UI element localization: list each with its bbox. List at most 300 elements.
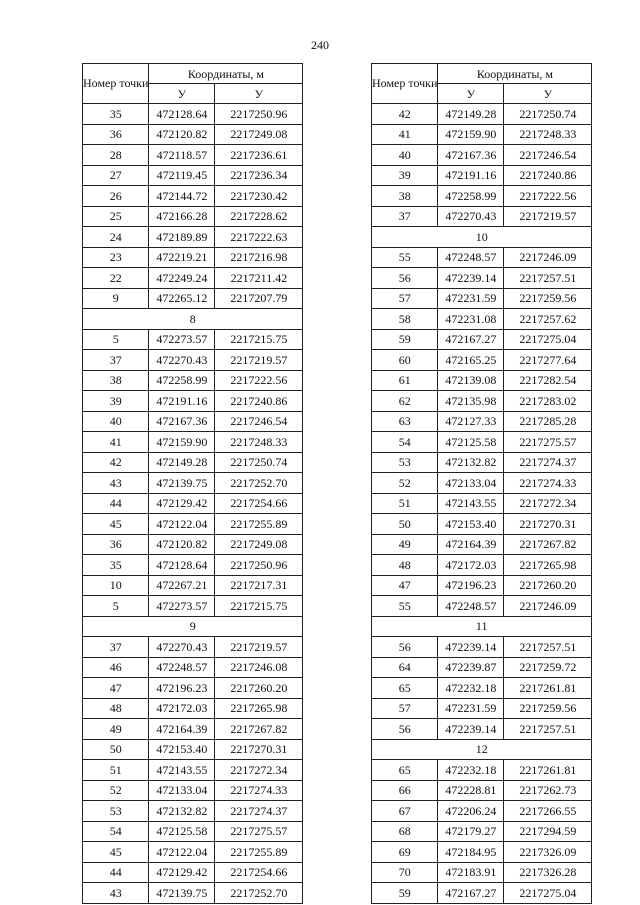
- table-row: [372, 329, 592, 350]
- table-row: [372, 350, 592, 371]
- point-number-cell: 43: [83, 883, 149, 904]
- table-row: [372, 555, 592, 576]
- table-row: [372, 104, 592, 125]
- y-coordinate-cell: 2217274.33: [215, 780, 303, 801]
- x-coordinate-cell: 472153.40: [149, 739, 215, 760]
- point-number-cell: 27: [83, 165, 149, 186]
- x-coordinate-cell: 472139.75: [149, 883, 215, 904]
- y-coordinate-cell: 2217257.51: [504, 719, 592, 740]
- table-row: [83, 329, 303, 350]
- table-row: [83, 493, 303, 514]
- y-coordinate-cell: 2217257.62: [504, 309, 592, 330]
- section-label: 11: [372, 616, 592, 637]
- y-coordinate-cell: 2217246.54: [504, 145, 592, 166]
- x-coordinate-cell: 472239.14: [438, 268, 504, 289]
- x-coordinate-cell: 472149.28: [438, 104, 504, 125]
- table-row: [372, 780, 592, 801]
- x-coordinate-cell: 472133.04: [149, 780, 215, 801]
- point-number-cell: 44: [83, 862, 149, 883]
- point-number-cell: 50: [83, 739, 149, 760]
- x-coordinate-cell: 472128.64: [149, 555, 215, 576]
- table-row: [83, 370, 303, 391]
- x-coordinate-cell: 472231.08: [438, 309, 504, 330]
- x-coordinate-cell: 472167.27: [438, 329, 504, 350]
- point-number-cell: 37: [83, 637, 149, 658]
- table-row: [83, 206, 303, 227]
- section-row: [372, 739, 592, 760]
- y-coordinate-cell: 2217274.37: [504, 452, 592, 473]
- table-row: [83, 760, 303, 781]
- table-row: [83, 227, 303, 248]
- x-coordinate-cell: 472159.90: [438, 124, 504, 145]
- section-row: [83, 309, 303, 330]
- x-coordinate-cell: 472143.55: [438, 493, 504, 514]
- y-coordinate-cell: 2217283.02: [504, 391, 592, 412]
- y-coordinate-cell: 2217261.81: [504, 760, 592, 781]
- point-number-cell: 64: [372, 657, 438, 678]
- y-coordinate-cell: 2217266.55: [504, 801, 592, 822]
- x-coordinate-cell: 472232.18: [438, 678, 504, 699]
- y-coordinate-cell: 2217262.73: [504, 780, 592, 801]
- table-row: [372, 452, 592, 473]
- table-row: [372, 719, 592, 740]
- y-coordinate-cell: 2217275.57: [504, 432, 592, 453]
- point-number-cell: 48: [372, 555, 438, 576]
- point-number-cell: 51: [83, 760, 149, 781]
- header-y: У: [504, 84, 592, 104]
- y-coordinate-cell: 2217272.34: [215, 760, 303, 781]
- point-number-cell: 25: [83, 206, 149, 227]
- y-coordinate-cell: 2217259.56: [504, 698, 592, 719]
- header-coordinates: Координаты, м: [438, 64, 592, 84]
- table-row: [83, 145, 303, 166]
- point-number-cell: 38: [372, 186, 438, 207]
- x-coordinate-cell: 472127.33: [438, 411, 504, 432]
- y-coordinate-cell: 2217215.75: [215, 596, 303, 617]
- y-coordinate-cell: 2217259.72: [504, 657, 592, 678]
- x-coordinate-cell: 472132.82: [149, 801, 215, 822]
- point-number-cell: 65: [372, 760, 438, 781]
- table-row: [372, 247, 592, 268]
- x-coordinate-cell: 472167.27: [438, 883, 504, 904]
- table-row: [372, 760, 592, 781]
- y-coordinate-cell: 2217261.81: [504, 678, 592, 699]
- point-number-cell: 58: [372, 309, 438, 330]
- point-number-cell: 36: [83, 124, 149, 145]
- y-coordinate-cell: 2217274.33: [504, 473, 592, 494]
- x-coordinate-cell: 472231.59: [438, 288, 504, 309]
- point-number-cell: 55: [372, 596, 438, 617]
- y-coordinate-cell: 2217326.09: [504, 842, 592, 863]
- table-row: [83, 391, 303, 412]
- point-number-cell: 40: [83, 411, 149, 432]
- y-coordinate-cell: 2217222.56: [504, 186, 592, 207]
- section-row: [372, 616, 592, 637]
- x-coordinate-cell: 472258.99: [438, 186, 504, 207]
- point-number-cell: 54: [372, 432, 438, 453]
- y-coordinate-cell: 2217257.51: [504, 637, 592, 658]
- x-coordinate-cell: 472118.57: [149, 145, 215, 166]
- point-number-cell: 47: [372, 575, 438, 596]
- x-coordinate-cell: 472172.03: [149, 698, 215, 719]
- y-coordinate-cell: 2217265.98: [504, 555, 592, 576]
- point-number-cell: 5: [83, 596, 149, 617]
- table-row: [372, 657, 592, 678]
- table-row: [83, 842, 303, 863]
- x-coordinate-cell: 472248.57: [438, 596, 504, 617]
- table-row: [83, 452, 303, 473]
- y-coordinate-cell: 2217252.70: [215, 473, 303, 494]
- point-number-cell: 45: [83, 842, 149, 863]
- y-coordinate-cell: 2217267.82: [215, 719, 303, 740]
- table-row: [83, 350, 303, 371]
- y-coordinate-cell: 2217222.63: [215, 227, 303, 248]
- y-coordinate-cell: 2217240.86: [504, 165, 592, 186]
- point-number-cell: 36: [83, 534, 149, 555]
- table-row: [83, 555, 303, 576]
- point-number-cell: 47: [83, 678, 149, 699]
- point-number-cell: 67: [372, 801, 438, 822]
- x-coordinate-cell: 472239.14: [438, 637, 504, 658]
- x-coordinate-cell: 472232.18: [438, 760, 504, 781]
- header-point-number: Номер точки: [83, 64, 149, 104]
- point-number-cell: 10: [83, 575, 149, 596]
- point-number-cell: 66: [372, 780, 438, 801]
- y-coordinate-cell: 2217236.61: [215, 145, 303, 166]
- y-coordinate-cell: 2217257.51: [504, 268, 592, 289]
- x-coordinate-cell: 472219.21: [149, 247, 215, 268]
- x-coordinate-cell: 472273.57: [149, 596, 215, 617]
- table-row: [372, 801, 592, 822]
- x-coordinate-cell: 472133.04: [438, 473, 504, 494]
- table-row: [372, 473, 592, 494]
- point-number-cell: 55: [372, 247, 438, 268]
- point-number-cell: 38: [83, 370, 149, 391]
- point-number-cell: 53: [83, 801, 149, 822]
- x-coordinate-cell: 472206.24: [438, 801, 504, 822]
- x-coordinate-cell: 472191.16: [438, 165, 504, 186]
- x-coordinate-cell: 472172.03: [438, 555, 504, 576]
- table-row: [83, 514, 303, 535]
- x-coordinate-cell: 472249.24: [149, 268, 215, 289]
- y-coordinate-cell: 2217260.20: [215, 678, 303, 699]
- x-coordinate-cell: 472165.25: [438, 350, 504, 371]
- table-row: [83, 719, 303, 740]
- x-coordinate-cell: 472120.82: [149, 124, 215, 145]
- y-coordinate-cell: 2217285.28: [504, 411, 592, 432]
- point-number-cell: 41: [372, 124, 438, 145]
- table-row: [372, 288, 592, 309]
- y-coordinate-cell: 2217272.34: [504, 493, 592, 514]
- table-row: [83, 288, 303, 309]
- x-coordinate-cell: 472166.28: [149, 206, 215, 227]
- header-x: У: [438, 84, 504, 104]
- y-coordinate-cell: 2217246.09: [504, 247, 592, 268]
- y-coordinate-cell: 2217248.33: [215, 432, 303, 453]
- point-number-cell: 42: [372, 104, 438, 125]
- table-row: [83, 124, 303, 145]
- table-row: [83, 780, 303, 801]
- x-coordinate-cell: 472191.16: [149, 391, 215, 412]
- point-number-cell: 57: [372, 698, 438, 719]
- point-number-cell: 62: [372, 391, 438, 412]
- y-coordinate-cell: 2217219.57: [504, 206, 592, 227]
- table-row: [372, 678, 592, 699]
- table-row: [372, 821, 592, 842]
- table-row: [372, 514, 592, 535]
- x-coordinate-cell: 472139.08: [438, 370, 504, 391]
- header-y: У: [215, 84, 303, 104]
- point-number-cell: 49: [372, 534, 438, 555]
- y-coordinate-cell: 2217246.08: [215, 657, 303, 678]
- table-row: [372, 698, 592, 719]
- table-row: [372, 268, 592, 289]
- x-coordinate-cell: 472119.45: [149, 165, 215, 186]
- table-row: [372, 862, 592, 883]
- table-row: [83, 883, 303, 904]
- x-coordinate-cell: 472179.27: [438, 821, 504, 842]
- table-row: [83, 575, 303, 596]
- y-coordinate-cell: 2217252.70: [215, 883, 303, 904]
- x-coordinate-cell: 472248.57: [438, 247, 504, 268]
- x-coordinate-cell: 472143.55: [149, 760, 215, 781]
- point-number-cell: 69: [372, 842, 438, 863]
- point-number-cell: 59: [372, 883, 438, 904]
- section-label: 8: [83, 309, 303, 330]
- x-coordinate-cell: 472239.87: [438, 657, 504, 678]
- x-coordinate-cell: 472125.58: [149, 821, 215, 842]
- point-number-cell: 68: [372, 821, 438, 842]
- x-coordinate-cell: 472196.23: [149, 678, 215, 699]
- y-coordinate-cell: 2217216.98: [215, 247, 303, 268]
- table-row: [372, 575, 592, 596]
- point-number-cell: 59: [372, 329, 438, 350]
- table-row: [372, 370, 592, 391]
- x-coordinate-cell: 472164.39: [149, 719, 215, 740]
- point-number-cell: 56: [372, 268, 438, 289]
- y-coordinate-cell: 2217249.08: [215, 534, 303, 555]
- point-number-cell: 39: [83, 391, 149, 412]
- x-coordinate-cell: 472167.36: [438, 145, 504, 166]
- table-row: [372, 637, 592, 658]
- table-row: [372, 309, 592, 330]
- point-number-cell: 51: [372, 493, 438, 514]
- x-coordinate-cell: 472273.57: [149, 329, 215, 350]
- y-coordinate-cell: 2217265.98: [215, 698, 303, 719]
- table-row: [372, 534, 592, 555]
- table-row: [372, 596, 592, 617]
- point-number-cell: 48: [83, 698, 149, 719]
- table-row: [83, 821, 303, 842]
- point-number-cell: 43: [83, 473, 149, 494]
- y-coordinate-cell: 2217250.96: [215, 104, 303, 125]
- table-row: [372, 432, 592, 453]
- point-number-cell: 53: [372, 452, 438, 473]
- table-row: [372, 411, 592, 432]
- x-coordinate-cell: 472258.99: [149, 370, 215, 391]
- coordinates-table-right: [371, 63, 592, 904]
- y-coordinate-cell: 2217260.20: [504, 575, 592, 596]
- header-x: У: [149, 84, 215, 104]
- table-row: [83, 698, 303, 719]
- point-number-cell: 52: [83, 780, 149, 801]
- coordinates-table-left: [82, 63, 303, 904]
- x-coordinate-cell: 472153.40: [438, 514, 504, 535]
- y-coordinate-cell: 2217207.79: [215, 288, 303, 309]
- y-coordinate-cell: 2217259.56: [504, 288, 592, 309]
- y-coordinate-cell: 2217211.42: [215, 268, 303, 289]
- x-coordinate-cell: 472128.64: [149, 104, 215, 125]
- section-label: 9: [83, 616, 303, 637]
- y-coordinate-cell: 2217270.31: [215, 739, 303, 760]
- x-coordinate-cell: 472183.91: [438, 862, 504, 883]
- y-coordinate-cell: 2217326.28: [504, 862, 592, 883]
- point-number-cell: 42: [83, 452, 149, 473]
- y-coordinate-cell: 2217219.57: [215, 350, 303, 371]
- table-row: [372, 124, 592, 145]
- x-coordinate-cell: 472149.28: [149, 452, 215, 473]
- table-row: [83, 268, 303, 289]
- table-row: [372, 391, 592, 412]
- table-row: [83, 862, 303, 883]
- table-row: [83, 596, 303, 617]
- y-coordinate-cell: 2217255.89: [215, 842, 303, 863]
- x-coordinate-cell: 472270.43: [438, 206, 504, 227]
- point-number-cell: 37: [83, 350, 149, 371]
- y-coordinate-cell: 2217250.96: [215, 555, 303, 576]
- point-number-cell: 35: [83, 555, 149, 576]
- table-row: [372, 493, 592, 514]
- section-label: 10: [372, 227, 592, 248]
- x-coordinate-cell: 472125.58: [438, 432, 504, 453]
- x-coordinate-cell: 472270.43: [149, 637, 215, 658]
- x-coordinate-cell: 472265.12: [149, 288, 215, 309]
- table-row: [83, 637, 303, 658]
- x-coordinate-cell: 472132.82: [438, 452, 504, 473]
- section-row: [83, 616, 303, 637]
- section-label: 12: [372, 739, 592, 760]
- point-number-cell: 65: [372, 678, 438, 699]
- x-coordinate-cell: 472248.57: [149, 657, 215, 678]
- x-coordinate-cell: 472139.75: [149, 473, 215, 494]
- x-coordinate-cell: 472239.14: [438, 719, 504, 740]
- table-row: [372, 165, 592, 186]
- point-number-cell: 5: [83, 329, 149, 350]
- table-row: [83, 473, 303, 494]
- x-coordinate-cell: 472184.95: [438, 842, 504, 863]
- point-number-cell: 24: [83, 227, 149, 248]
- table-row: [83, 411, 303, 432]
- x-coordinate-cell: 472267.21: [149, 575, 215, 596]
- y-coordinate-cell: 2217222.56: [215, 370, 303, 391]
- y-coordinate-cell: 2217294.59: [504, 821, 592, 842]
- x-coordinate-cell: 472164.39: [438, 534, 504, 555]
- point-number-cell: 9: [83, 288, 149, 309]
- x-coordinate-cell: 472135.98: [438, 391, 504, 412]
- y-coordinate-cell: 2217249.08: [215, 124, 303, 145]
- x-coordinate-cell: 472167.36: [149, 411, 215, 432]
- point-number-cell: 45: [83, 514, 149, 535]
- y-coordinate-cell: 2217255.89: [215, 514, 303, 535]
- y-coordinate-cell: 2217250.74: [215, 452, 303, 473]
- table-row: [372, 186, 592, 207]
- y-coordinate-cell: 2217275.04: [504, 329, 592, 350]
- y-coordinate-cell: 2217275.57: [215, 821, 303, 842]
- point-number-cell: 37: [372, 206, 438, 227]
- point-number-cell: 22: [83, 268, 149, 289]
- point-number-cell: 41: [83, 432, 149, 453]
- point-number-cell: 39: [372, 165, 438, 186]
- x-coordinate-cell: 472120.82: [149, 534, 215, 555]
- y-coordinate-cell: 2217275.04: [504, 883, 592, 904]
- y-coordinate-cell: 2217240.86: [215, 391, 303, 412]
- y-coordinate-cell: 2217254.66: [215, 493, 303, 514]
- x-coordinate-cell: 472144.72: [149, 186, 215, 207]
- x-coordinate-cell: 472129.42: [149, 493, 215, 514]
- point-number-cell: 44: [83, 493, 149, 514]
- point-number-cell: 40: [372, 145, 438, 166]
- table-row: [83, 104, 303, 125]
- y-coordinate-cell: 2217246.09: [504, 596, 592, 617]
- table-row: [83, 657, 303, 678]
- section-row: [372, 227, 592, 248]
- y-coordinate-cell: 2217254.66: [215, 862, 303, 883]
- x-coordinate-cell: 472270.43: [149, 350, 215, 371]
- x-coordinate-cell: 472159.90: [149, 432, 215, 453]
- table-row: [83, 801, 303, 822]
- point-number-cell: 28: [83, 145, 149, 166]
- point-number-cell: 63: [372, 411, 438, 432]
- table-row: [372, 145, 592, 166]
- table-row: [83, 534, 303, 555]
- y-coordinate-cell: 2217274.37: [215, 801, 303, 822]
- y-coordinate-cell: 2217248.33: [504, 124, 592, 145]
- point-number-cell: 26: [83, 186, 149, 207]
- table-row: [83, 247, 303, 268]
- y-coordinate-cell: 2217267.82: [504, 534, 592, 555]
- y-coordinate-cell: 2217270.31: [504, 514, 592, 535]
- point-number-cell: 35: [83, 104, 149, 125]
- point-number-cell: 60: [372, 350, 438, 371]
- x-coordinate-cell: 472122.04: [149, 842, 215, 863]
- point-number-cell: 49: [83, 719, 149, 740]
- table-row: [83, 432, 303, 453]
- point-number-cell: 56: [372, 637, 438, 658]
- point-number-cell: 50: [372, 514, 438, 535]
- y-coordinate-cell: 2217230.42: [215, 186, 303, 207]
- table-row: [83, 739, 303, 760]
- x-coordinate-cell: 472189.89: [149, 227, 215, 248]
- y-coordinate-cell: 2217228.62: [215, 206, 303, 227]
- y-coordinate-cell: 2217215.75: [215, 329, 303, 350]
- table-row: [83, 186, 303, 207]
- y-coordinate-cell: 2217250.74: [504, 104, 592, 125]
- header-coordinates: Координаты, м: [149, 64, 303, 84]
- table-row: [83, 678, 303, 699]
- y-coordinate-cell: 2217282.54: [504, 370, 592, 391]
- y-coordinate-cell: 2217236.34: [215, 165, 303, 186]
- table-row: [83, 165, 303, 186]
- point-number-cell: 70: [372, 862, 438, 883]
- point-number-cell: 23: [83, 247, 149, 268]
- x-coordinate-cell: 472228.81: [438, 780, 504, 801]
- point-number-cell: 46: [83, 657, 149, 678]
- x-coordinate-cell: 472129.42: [149, 862, 215, 883]
- x-coordinate-cell: 472231.59: [438, 698, 504, 719]
- y-coordinate-cell: 2217246.54: [215, 411, 303, 432]
- table-row: [372, 842, 592, 863]
- x-coordinate-cell: 472122.04: [149, 514, 215, 535]
